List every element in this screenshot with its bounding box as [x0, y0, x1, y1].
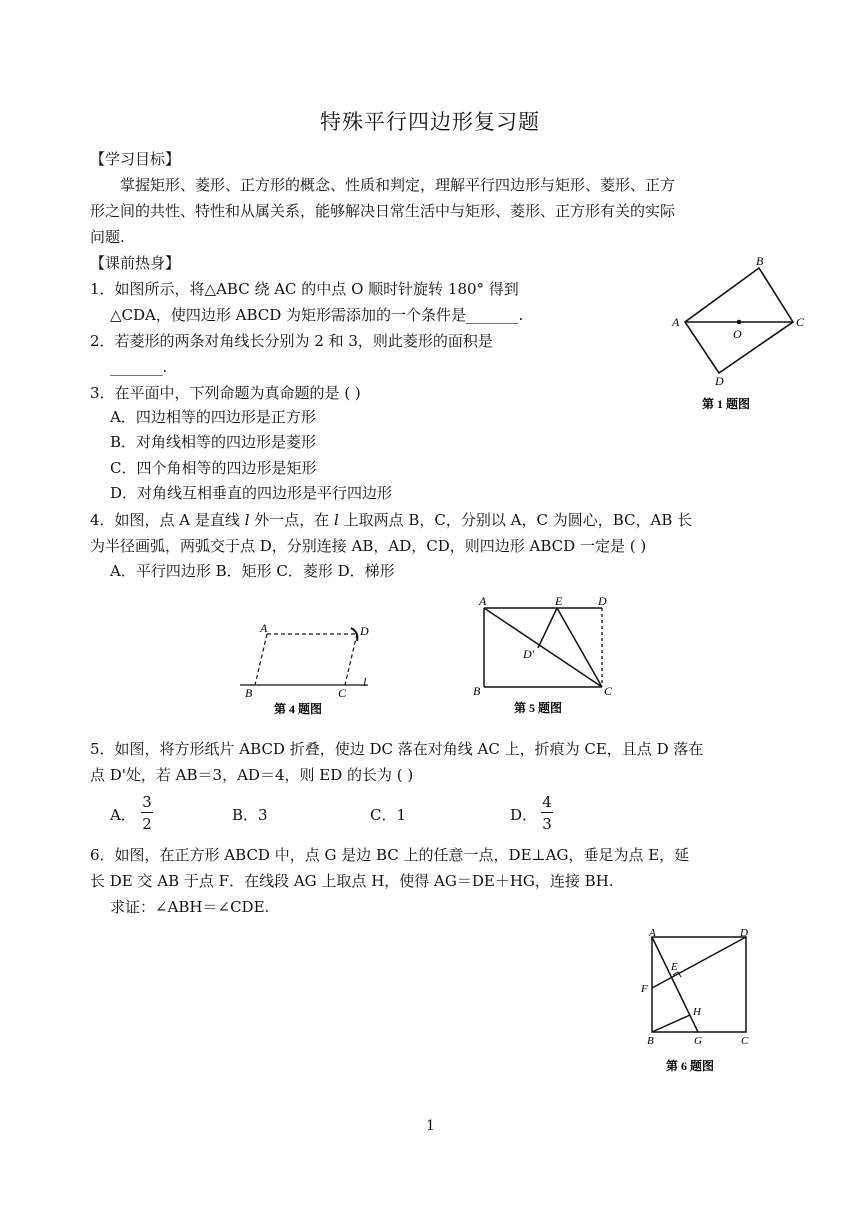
page-title: 特殊平行四边形复习题	[320, 110, 540, 134]
q3-option: B．对角线相等的四边形是菱形	[110, 433, 317, 451]
label-b: B	[647, 1035, 654, 1047]
fraction-numerator: 4	[542, 793, 552, 811]
figure-6-caption: 第 6 题图	[666, 1059, 715, 1073]
q5-line: 5．如图，将方形纸片 ABCD 折叠，使边 DC 落在对角线 AC 上，折痕为 CE，且点 D 落在	[90, 740, 704, 758]
q4-text: 外一点，在	[249, 511, 335, 529]
goal-text-line: 形之间的共性、特性和从属关系，能够解决日常生活中与矩形、菱形、正方形有关的实际	[90, 202, 676, 220]
q6-line: 6．如图，在正方形 ABCD 中，点 G 是边 BC 上的任意一点，DE⊥AG，垂足为点 E，延	[90, 846, 690, 864]
label-c: C	[796, 315, 805, 329]
figure-1-caption: 第 1 题图	[702, 397, 751, 411]
label-l: l	[363, 675, 367, 689]
q1-line: △CDA，使四边形 ABCD 为矩形需添加的一个条件是_______.	[110, 306, 524, 324]
label-d: D	[598, 594, 607, 608]
fraction-numerator: 3	[142, 793, 152, 811]
label-c: C	[604, 684, 613, 698]
q4-line	[90, 507, 692, 533]
q3-option: C．四个角相等的四边形是矩形	[110, 459, 317, 477]
label-o: O	[733, 327, 742, 341]
label-d: D	[715, 374, 724, 388]
figure-6-line-bh	[652, 1015, 690, 1032]
figure-4-side-cd	[345, 634, 357, 685]
label-a: A	[649, 927, 656, 939]
q5-option-a: A．	[110, 806, 136, 824]
q4-line: 为半径画弧，两弧交于点 D，分别连接 AB，AD，CD，则四边形 ABCD 一定是 ( )	[90, 537, 647, 555]
label-g: G	[694, 1035, 702, 1047]
q3-stem: 3．在平面中，下列命题为真命题的是 ( )	[90, 384, 361, 402]
figure-1	[668, 252, 818, 417]
label-a: A	[672, 315, 680, 329]
figure-4-side-ab	[255, 634, 267, 685]
q5-option-b: B．3	[232, 806, 268, 824]
q5-fraction-d	[541, 792, 553, 835]
q4-line-symbol: l	[244, 511, 250, 529]
q3-option: D．对角线互相垂直的四边形是平行四边形	[110, 484, 393, 502]
label-b: B	[245, 686, 253, 700]
label-d: D	[740, 927, 748, 939]
label-b: B	[473, 684, 481, 698]
label-e: E	[671, 961, 678, 973]
q4-text: 4．如图，点 A 是直线	[90, 511, 245, 529]
q2-line: _______.	[110, 358, 168, 376]
label-a: A	[260, 621, 268, 635]
label-f: F	[641, 983, 648, 995]
figure-5-diagonal-ac	[484, 608, 602, 687]
figure-6	[640, 926, 765, 1080]
fraction-denominator: 2	[142, 815, 152, 833]
figure-4	[236, 612, 386, 722]
figure-1-midpoint	[737, 320, 742, 325]
q1-line: 1．如图所示，将△ABC 绕 AC 的中点 O 顺时针旋转 180° 得到	[90, 280, 519, 298]
figure-4-diagram	[236, 612, 386, 722]
label-c: C	[741, 1035, 749, 1047]
label-d: D	[360, 624, 369, 638]
q6-proof: 求证：∠ABH＝∠CDE.	[110, 898, 270, 916]
q3-option: A．四边相等的四边形是正方形	[110, 408, 316, 426]
goal-text-line: 掌握矩形、菱形、正方形的概念、性质和判定，理解平行四边形与矩形、菱形、正方	[120, 176, 676, 194]
q4-options: A．平行四边形 B．矩形 C．菱形 D．梯形	[110, 562, 395, 580]
q5-option-d: D．	[510, 806, 538, 824]
q4-line-symbol: l	[334, 511, 339, 529]
figure-1-diagram	[668, 252, 818, 417]
fraction-denominator: 3	[542, 815, 552, 833]
figure-5-diagram	[470, 590, 620, 722]
label-a: A	[479, 594, 487, 608]
figure-5	[470, 590, 620, 722]
q5-option-c: C．1	[370, 806, 407, 824]
label-h: H	[693, 1006, 701, 1018]
q5-line: 点 D'处，若 AB＝3，AD＝4，则 ED 的长为 ( )	[90, 766, 414, 784]
label-c: C	[338, 686, 347, 700]
q2-line: 2．若菱形的两条对角线长分别为 2 和 3，则此菱形的面积是	[90, 332, 493, 350]
figure-5-fold-ce	[557, 608, 602, 687]
page-number: 1	[426, 1118, 435, 1134]
label-b: B	[756, 254, 764, 268]
goal-header: 【学习目标】	[90, 150, 181, 168]
goal-text-line: 问题.	[90, 228, 125, 246]
figure-4-caption: 第 4 题图	[274, 702, 323, 716]
q6-line: 长 DE 交 AB 于点 F．在线段 AG 上取点 H，使得 AG＝DE＋HG，连接 BH.	[90, 872, 614, 890]
figure-6-diagram	[640, 926, 765, 1080]
figure-5-ed-prime	[538, 608, 557, 648]
label-d-prime: D'	[523, 647, 535, 661]
label-e: E	[555, 594, 563, 608]
figure-5-caption: 第 5 题图	[514, 701, 563, 715]
warmup-header: 【课前热身】	[90, 254, 181, 272]
q5-fraction-a	[141, 792, 153, 835]
q4-text: 上取两点 B，C，分别以 A，C 为圆心，BC，AB 长	[338, 511, 693, 529]
figure-6-line-df	[652, 937, 746, 988]
